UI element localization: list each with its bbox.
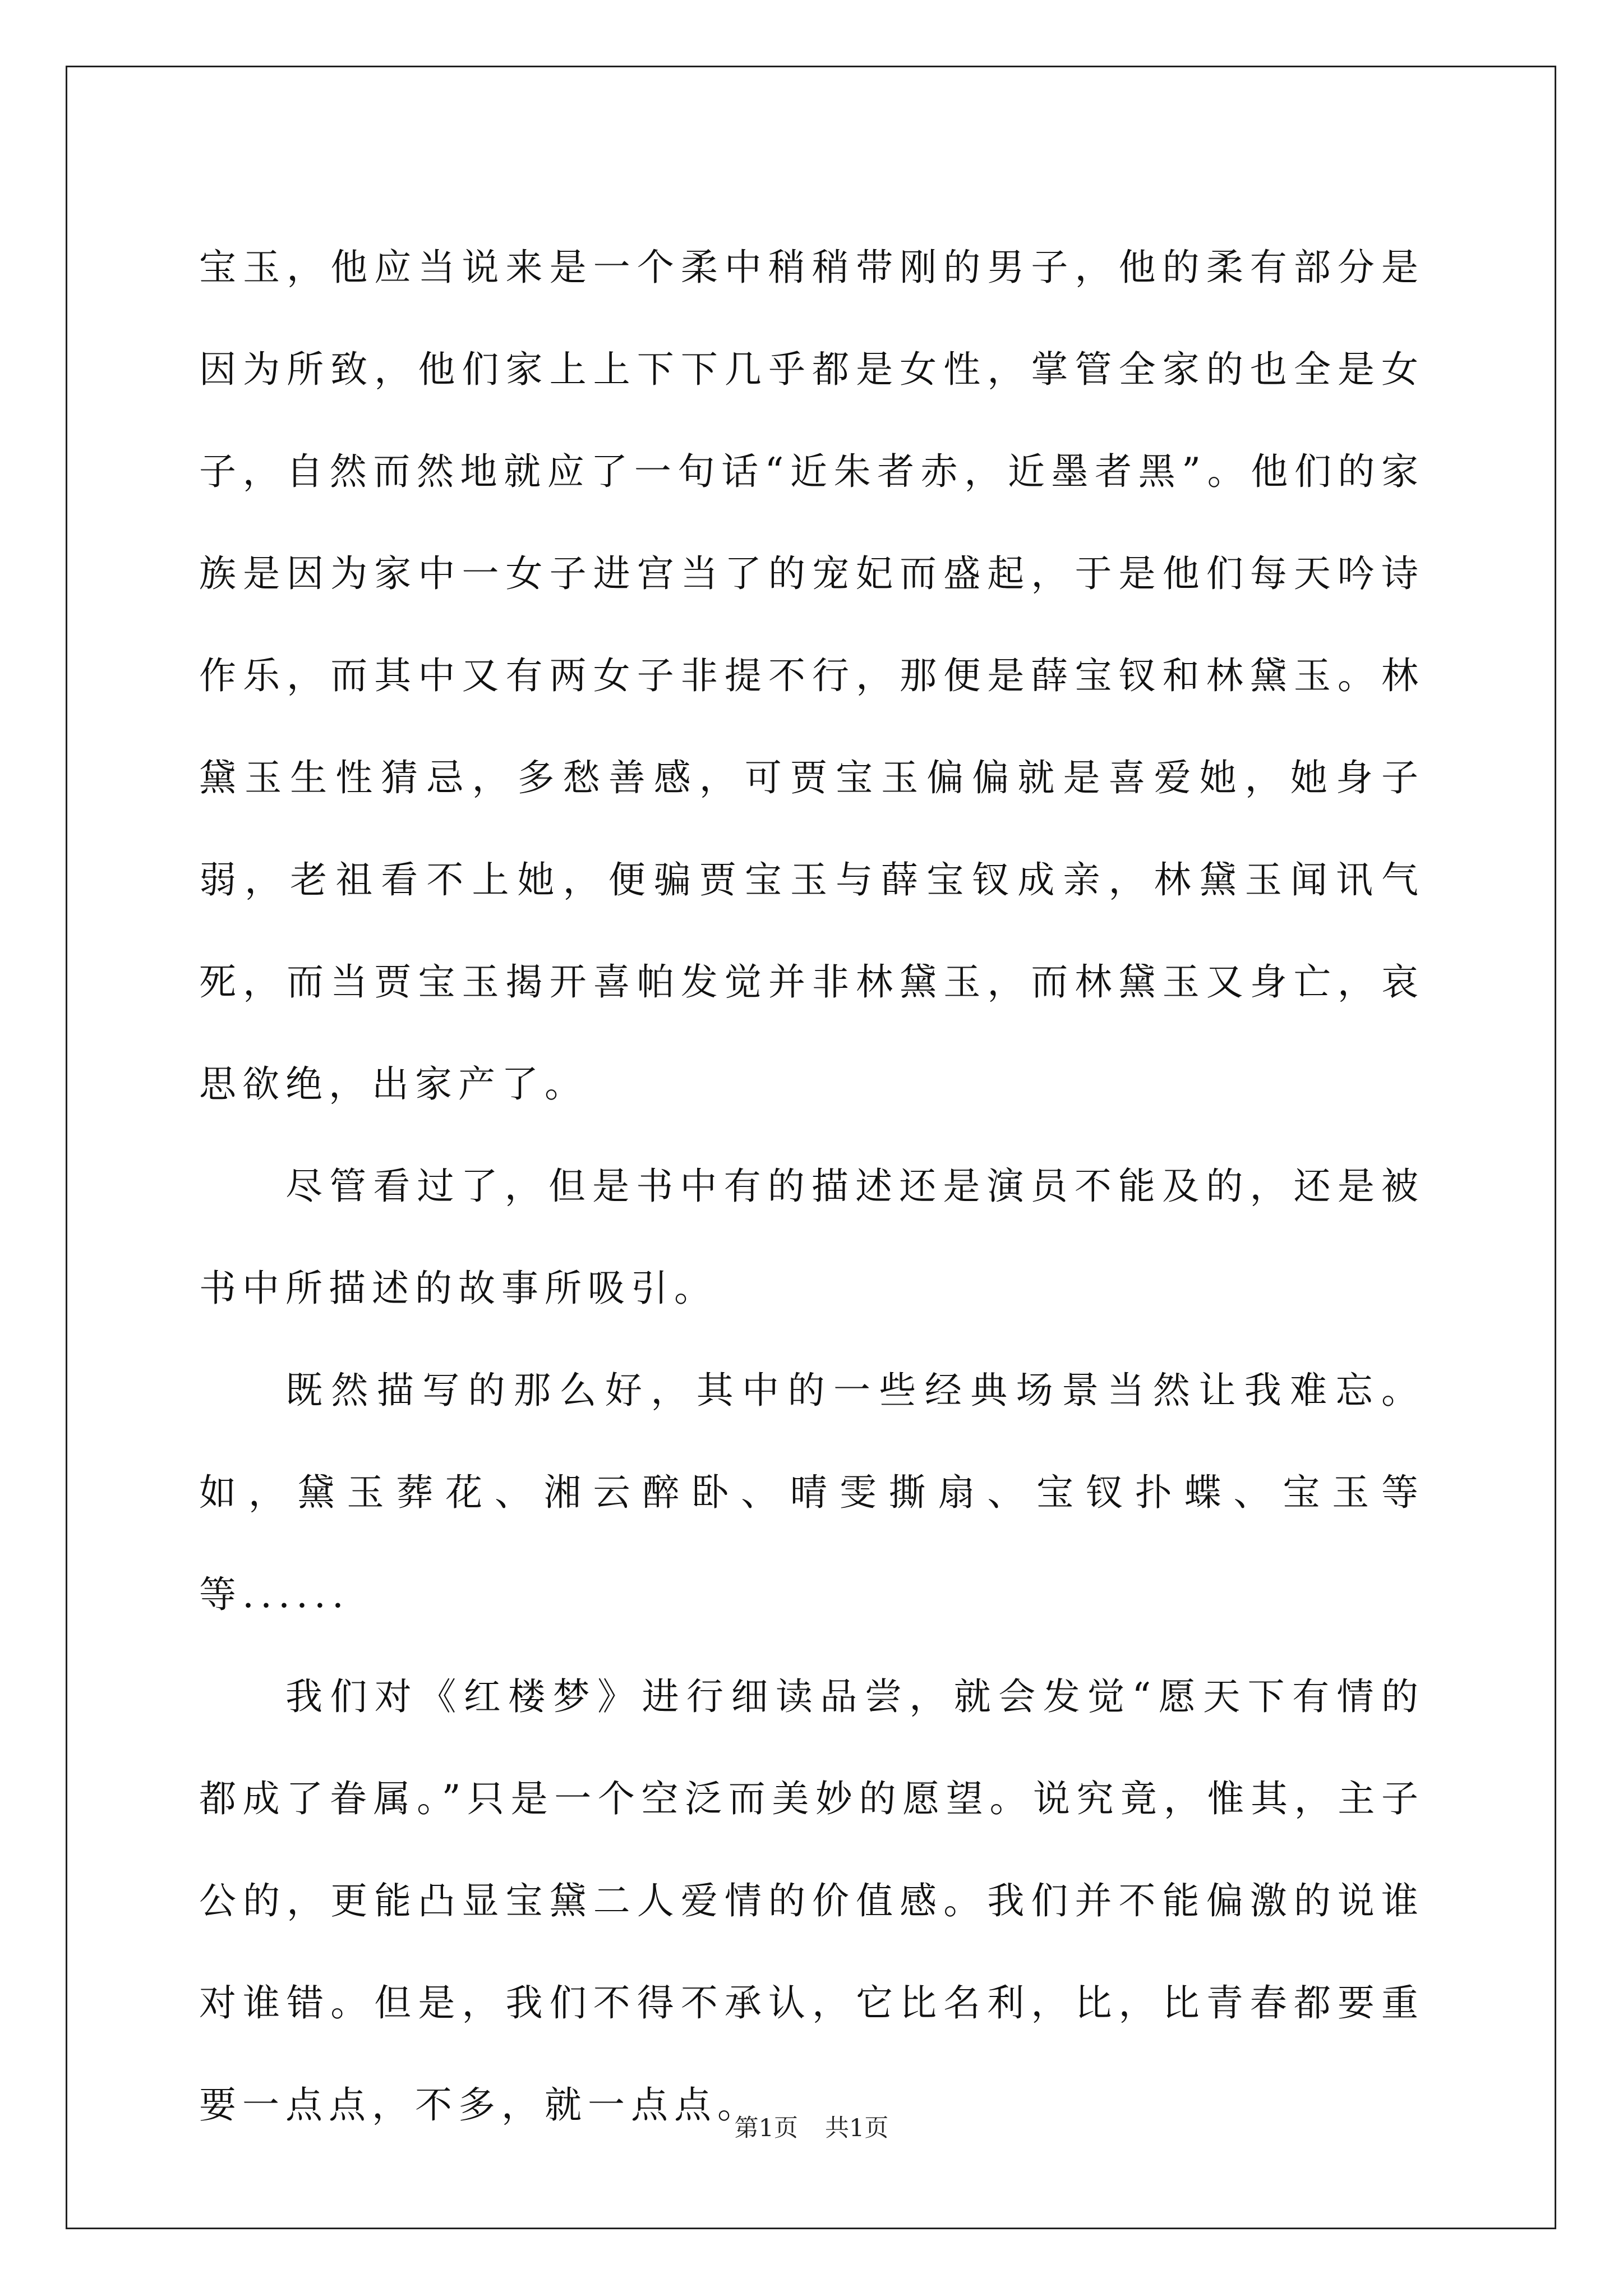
page-number-current: 第1页 (734, 2114, 798, 2142)
paragraph-4: 我们对《红楼梦》进行细读品尝，就会发觉“愿天下有情的都成了眷属。”只是一个空泛而美妙的愿望。说究竟，惟其，主子公的，更能凸显宝黛二人爱情的价值感。我们并不能偏激的说谁对谁错。但是，我们不得不承认，它比名利，比，比青春都要重要一点点，不多，就一点点。 (199, 1675, 1424, 2127)
paragraph-1: 宝玉，他应当说来是一个柔中稍稍带刚的男子，他的柔有部分是因为所致，他们家上上下下几乎都是女性，掌管全家的也全是女子，自然而然地就应了一句话“近朱者赤，近墨者黑”。他们的家族是因为家中一女子进宫当了的宠妃而盛起，于是他们每天吟诗作乐，而其中又有两女子非提不行，那便是薛宝钗和林黛玉。林黛玉生性猜忌，多愁善感，可贾宝玉偏偏就是喜爱她，她身子弱，老祖看不上她，便骗贾宝玉与薛宝钗成亲，林黛玉闻讯气死，而当贾宝玉揭开喜帕发觉并非林黛玉，而林黛玉又身亡，哀思欲绝，出家产了。 (199, 246, 1424, 1106)
paragraph-3: 既然描写的那么好，其中的一些经典场景当然让我难忘。如，黛玉葬花、湘云醉卧、晴雯撕扇、宝钗扑蝶、宝玉等等...... (199, 1369, 1424, 1616)
page-footer (0, 2111, 1623, 2145)
page-number-total: 共1页 (825, 2114, 889, 2142)
document-body (199, 217, 1424, 2156)
paragraph-2: 尽管看过了，但是书中有的描述还是演员不能及的，还是被书中所描述的故事所吸引。 (199, 1165, 1424, 1310)
